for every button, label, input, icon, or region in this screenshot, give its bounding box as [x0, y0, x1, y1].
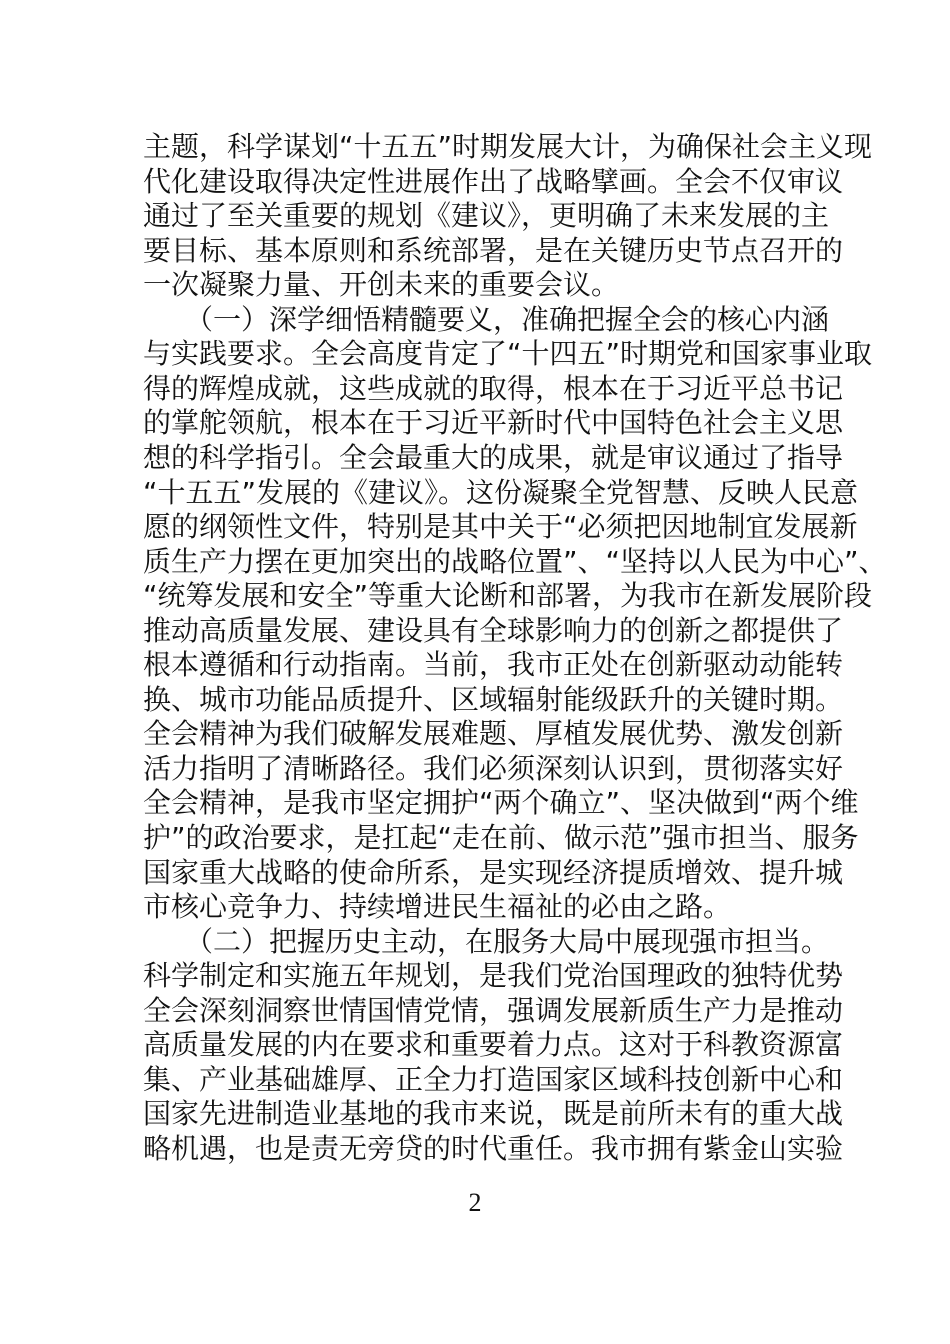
text-line: 全会精神为我们破解发展难题、厚植发展优势、激发创新 — [143, 717, 844, 751]
text-line: “统筹发展和安全”等重大论断和部署，为我市在新发展阶段 — [143, 579, 873, 613]
page-number: 2 — [468, 1188, 482, 1217]
text-line: 代化建设取得决定性进展作出了战略擘画。全会不仅审议 — [143, 164, 844, 198]
text-line: 护”的政治要求，是扛起“走在前、做示范”强市担当、服务 — [143, 821, 859, 854]
text-line: 一次凝聚力量、开创未来的重要会议。 — [143, 268, 620, 302]
text-line: 全会深刻洞察世情国情党情，强调发展新质生产力是推动 — [143, 993, 844, 1027]
text-line: 推动高质量发展、建设具有全球影响力的创新之都提供了 — [143, 613, 844, 647]
text-line: 想的科学指引。全会最重大的成果，就是审议通过了指导 — [143, 440, 844, 474]
text-line: 集、产业基础雄厚、正全力打造国家区域科技创新中心和 — [143, 1062, 844, 1096]
text-line: 全会精神，是我市坚定拥护“两个确立”、坚决做到“两个维 — [143, 786, 859, 820]
text-line: 略机遇，也是责无旁贷的时代重任。我市拥有紫金山实验 — [143, 1131, 844, 1165]
text-line: 根本遵循和行动指南。当前，我市正处在创新驱动动能转 — [143, 648, 844, 682]
text-line: 国家先进制造业基地的我市来说，既是前所未有的重大战 — [143, 1097, 844, 1131]
text-line: 主题，科学谋划“十五五”时期发展大计，为确保社会主义现 — [143, 130, 873, 163]
text-line: 要目标、基本原则和系统部署，是在关键历史节点召开的 — [143, 233, 844, 267]
text-line: 愿的纲领性文件，特别是其中关于“必须把因地制宜发展新 — [143, 510, 858, 544]
text-line: 活力指明了清晰路径。我们必须深刻认识到，贯彻落实好 — [143, 751, 844, 785]
text-line: （二）把握历史主动，在服务大局中展现强市担当。 — [185, 924, 830, 958]
text-line: 国家重大战略的使命所系，是实现经济提质增效、提升城 — [143, 855, 844, 889]
text-line: （一）深学细悟精髓要义，准确把握全会的核心内涵 — [185, 302, 830, 336]
text-line: 的掌舵领航，根本在于习近平新时代中国特色社会主义思 — [143, 406, 844, 440]
text-line: 通过了至关重要的规划《建议》，更明确了未来发展的主 — [143, 199, 830, 233]
text-line: 高质量发展的内在要求和重要着力点。这对于科教资源富 — [143, 1028, 844, 1062]
text-line: 换、城市功能品质提升、区域辐射能级跃升的关键时期。 — [143, 682, 844, 716]
text-line: 与实践要求。全会高度肯定了“十四五”时期党和国家事业取 — [143, 337, 873, 371]
text-line: 市核心竞争力、持续增进民生福祉的必由之路。 — [143, 890, 732, 924]
text-line: 质生产力摆在更加突出的战略位置”、“坚持以人民为中心”、 — [143, 544, 887, 578]
text-line: 科学制定和实施五年规划，是我们党治国理政的独特优势 — [143, 959, 844, 993]
text-line: “十五五”发展的《建议》。这份凝聚全党智慧、反映人民意 — [143, 475, 859, 509]
text-line: 得的辉煌成就，这些成就的取得，根本在于习近平总书记 — [143, 371, 844, 405]
